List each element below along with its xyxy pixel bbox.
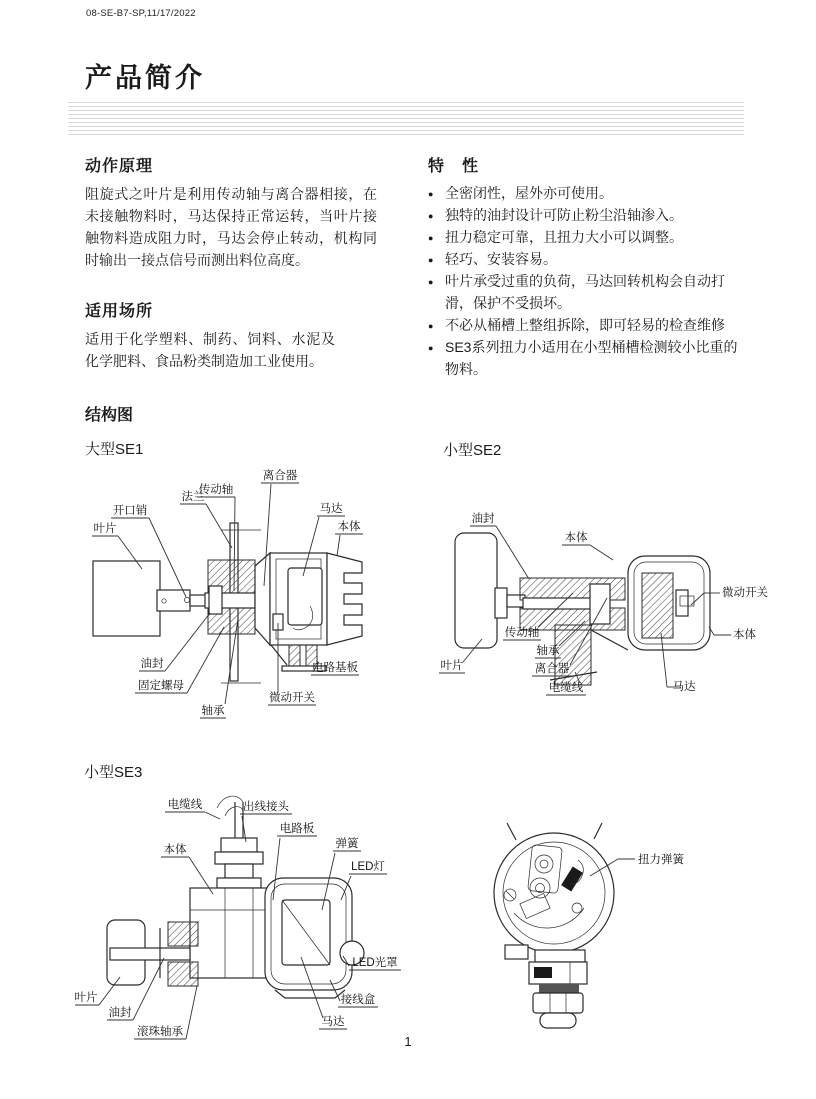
se1-paddle-shape xyxy=(93,561,160,636)
se1-title: 大型SE1 xyxy=(85,441,144,458)
principle-body: 阻旋式之叶片是利用传动轴与离合器相接，在未接触物料时，马达保持正常运转，当叶片接触物料造成阻力时，马达会停止转动，机构同时输出一接点信号而测出料位高度。 xyxy=(85,186,377,268)
torsion-spring-top-view xyxy=(480,818,780,1053)
se1-housing-cone xyxy=(255,553,270,645)
se1-label-clutch: 离合器 xyxy=(262,470,298,482)
se1-label-body: 本体 xyxy=(337,521,361,533)
feature-item: ● 独特的油封设计可防止粉尘沿轴渗入。 xyxy=(428,204,740,226)
se3-label-cable: 电缆线 xyxy=(167,799,203,811)
se1-label-oil-seal: 油封 xyxy=(140,658,164,670)
feature-item: ● 轻巧、安装容易。 xyxy=(428,248,740,270)
se2-label-cable: 电缆线 xyxy=(548,682,584,694)
se1-label-circuit-board: 电路基板 xyxy=(312,662,358,674)
se1-art xyxy=(93,523,362,683)
gland-top-plate xyxy=(535,950,585,962)
se3-shaft-shape xyxy=(110,948,190,960)
se2-paddle-shape xyxy=(455,533,497,648)
se3-label-oil-seal: 油封 xyxy=(108,1007,132,1019)
gland-label xyxy=(534,967,552,978)
se3-cable-shape xyxy=(217,796,243,808)
features-list xyxy=(428,182,763,380)
se1-label-bearing: 轴承 xyxy=(201,705,225,717)
se1-label-flange: 法兰 xyxy=(181,491,205,503)
se3-label-motor: 马达 xyxy=(321,1016,345,1028)
se3-label-circuit-board: 电路板 xyxy=(279,823,315,835)
se2-label-motor: 马达 xyxy=(672,681,696,693)
se2-art xyxy=(455,533,710,685)
se2-label-drive-shaft: 传动轴 xyxy=(504,627,540,639)
se3-title: 小型SE3 xyxy=(84,764,143,781)
torsion-art xyxy=(494,823,614,1028)
title-divider-stripes xyxy=(68,102,744,136)
doc-code: 08-SE-B7-SP,11/17/2022 xyxy=(86,8,196,19)
se3-cross-section-diagram xyxy=(75,790,420,1052)
se3-label-led-cover: LED光罩 xyxy=(352,957,398,969)
torsion-mount-tab xyxy=(505,945,528,959)
gland-band xyxy=(539,984,579,993)
se2-label-body-right: 本体 xyxy=(733,629,756,641)
features-heading: 特 性 xyxy=(428,158,480,175)
page-title: 产品简介 xyxy=(85,63,205,93)
se1-motor-shape xyxy=(288,568,322,625)
se2-label-body-top: 本体 xyxy=(564,532,588,544)
se2-label-bearing: 轴承 xyxy=(536,645,560,657)
section-features xyxy=(428,153,763,380)
se3-label-ball-bearing: 滚珠轴承 xyxy=(137,1026,183,1038)
se3-label-junction-box: 接线盒 xyxy=(340,994,376,1006)
se1-lock-nut-shape xyxy=(209,586,222,614)
se3-art xyxy=(107,796,364,998)
se2-micro-switch-shape xyxy=(676,590,688,616)
torsion-label-spring: 扭力弹簧 xyxy=(638,854,684,866)
page-number: 1 xyxy=(404,1034,412,1049)
feature-item: ● 全密闭性，屋外亦可使用。 xyxy=(428,182,740,204)
se3-ball-bearing-shape xyxy=(168,922,198,946)
application-body: 适用于化学塑料、制药、饲料、水泥及化学肥料、食品粉类制造加工业使用。 xyxy=(85,331,335,369)
se1-circuit-board-post xyxy=(289,645,300,666)
se3-body-shape xyxy=(190,888,268,978)
se1-body-fins xyxy=(327,553,362,645)
se2-clutch-shape xyxy=(590,584,610,624)
se3-label-paddle: 叶片 xyxy=(74,992,98,1004)
feature-item: ● SE3系列扭力小适用在小型桶槽检测较小比重的物料。 xyxy=(428,336,740,380)
feature-item: ● 扭力稳定可靠，且扭力大小可以调整。 xyxy=(428,226,740,248)
se2-label-micro-switch: 微动开关 xyxy=(722,587,768,599)
se2-label-paddle: 叶片 xyxy=(440,660,464,672)
section-applications xyxy=(85,298,397,372)
se1-label-micro-switch: 微动开关 xyxy=(269,692,315,704)
se2-label-clutch: 离合器 xyxy=(534,663,570,675)
gland-nut xyxy=(533,993,583,1013)
se1-label-lock-nut: 固定螺母 xyxy=(138,680,184,692)
se1-label-drive-shaft: 传动轴 xyxy=(198,484,234,496)
se3-label-body: 本体 xyxy=(163,844,187,856)
se1-label-paddle: 叶片 xyxy=(93,523,117,535)
se2-label-oil-seal: 油封 xyxy=(471,513,495,525)
se3-label-spring: 弹簧 xyxy=(335,838,359,850)
se2-cross-section-diagram xyxy=(425,500,780,715)
se1-label-motor: 马达 xyxy=(319,503,343,515)
section-operating-principle xyxy=(85,153,397,271)
gland-dome xyxy=(540,1013,576,1028)
structure-heading: 结构图 xyxy=(85,407,134,424)
se2-title: 小型SE2 xyxy=(443,442,502,459)
se2-motor-shape xyxy=(642,573,673,638)
se3-outlet-connector-shape xyxy=(221,838,257,852)
se3-label-outlet-connector: 出线接头 xyxy=(243,801,289,813)
feature-item: ● 叶片承受过重的负荷，马达回转机构会自动打滑，保护不受损坏。 xyxy=(428,270,740,314)
se3-label-led: LED灯 xyxy=(351,861,385,873)
feature-item: ● 不必从桶槽上整组拆除，即可轻易的检查维修 xyxy=(428,314,740,336)
principle-heading: 动作原理 xyxy=(85,158,154,175)
se1-label-cotter-pin: 开口销 xyxy=(112,505,148,517)
application-heading: 适用场所 xyxy=(85,303,154,320)
se1-cross-section-diagram xyxy=(85,456,385,731)
se2-oil-seal-shape xyxy=(495,588,507,618)
